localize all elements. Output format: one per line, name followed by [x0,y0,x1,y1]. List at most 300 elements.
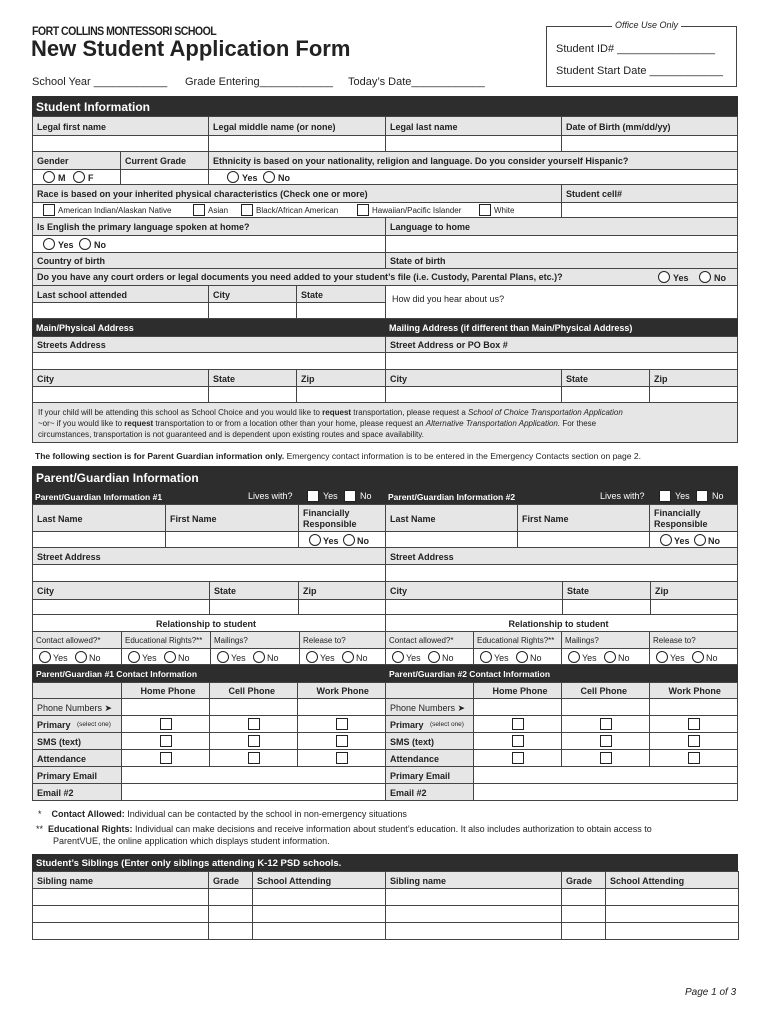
office-use-legend: Office Use Only [612,21,681,30]
state-birth-label-cell [385,252,738,269]
parent-p2-email2-label-cell [385,783,474,801]
parent-p2-zip-label: Zip [655,586,669,596]
sibling-left-school-input-1[interactable] [252,888,387,906]
sibling-right-school-label: School Attending [610,876,685,886]
main-city-label: City [37,374,55,384]
parent-p2-sms-home-checkbox[interactable] [512,735,524,747]
parent-p2-fin-no-radio[interactable] [694,534,706,546]
parent-p2-phone-head-3 [649,682,738,699]
parent-p1-relationship-cell[interactable] [32,614,386,632]
parent-p2-first-input[interactable] [517,531,650,548]
parent-p1-relationship-label: Relationship to student [156,619,256,629]
gender-f-label: F [88,173,94,183]
mail-zip-label: Zip [654,374,668,384]
hear-about-input[interactable] [385,285,738,319]
sibling-left-grade-input-1[interactable] [208,888,254,906]
last-school-city-label-cell [208,285,297,303]
parent-p1-primary-home-checkbox[interactable] [160,718,172,730]
parent-p1-sms-label-cell [32,732,122,750]
parent-p2-primary-email-label-cell [385,766,474,784]
mail-state-input[interactable] [561,386,650,403]
parent-p2-contact-no-radio[interactable] [428,651,440,663]
parent-p1-city-label: City [37,586,55,596]
parent-p1-attendance-home-checkbox[interactable] [160,752,172,764]
parent-p2-release-label-cell [649,631,738,649]
parent-p2-mail-options [561,648,650,665]
gender-f-radio[interactable] [73,171,85,183]
parent-p1-work-phone-label: Work Phone [316,686,369,696]
sibling-left-grade-label-cell [208,871,254,889]
parent-p2-contact-header [385,665,738,682]
parent-p1-fin-yes-label: Yes [323,536,339,546]
siblings-header [32,854,738,871]
parent-p2-fin-no-label: No [708,536,720,546]
fn2-star: ** [36,824,44,834]
parent-p1-release-no-radio[interactable] [342,651,354,663]
parent-p1-phones-work-cell[interactable] [297,698,386,716]
parent-p1-edu-yes-radio[interactable] [128,651,140,663]
fn2-text: Individual can make decisions and receive information about student’s education. It also includes authorization to obtain access to [132,824,652,834]
parent-p2-primary-work-checkbox[interactable] [688,718,700,730]
transport-note [32,402,738,443]
mail-city-label-cell [385,369,562,387]
parent-p2-first-label-cell [517,504,650,532]
hispanic-no-label: No [278,173,290,183]
dob-input[interactable] [561,135,738,152]
parent-p2-attendance-home-cell [473,749,562,767]
country-label: Country of birth [37,256,105,266]
parent-p1-email2-label-cell [32,783,122,801]
race-options-cell [32,202,562,218]
state-birth-label: State of birth [390,256,446,266]
gender-label: Gender [37,156,69,166]
dob-label: Date of Birth (mm/dd/yy) [566,122,671,132]
parent-p2-edu-label: Educational Rights?** [477,636,555,645]
parent-p1-mail-no-radio[interactable] [253,651,265,663]
parent-p1-sms-home-checkbox[interactable] [160,735,172,747]
parent-p1-last-label-cell [32,504,166,532]
streets-label-cell [32,336,386,353]
parent-p1-primary-work-checkbox[interactable] [336,718,348,730]
ethnicity-label: Ethnicity is based on your nationality, religion and language. Do you consider yourself Hispanic? [213,156,629,166]
race-black-label: Black/African American [256,206,339,215]
parent-p1-sms-cell-checkbox[interactable] [248,735,260,747]
parent-p2-release-no-label: No [706,653,718,663]
main-state-input[interactable] [208,386,297,403]
court-yes-label: Yes [673,273,689,283]
street-po-input[interactable] [385,352,738,370]
parent-p1-lives-no-label: No [360,491,372,501]
street-po-label: Street Address or PO Box # [390,340,508,350]
country-label-cell [32,252,386,269]
parent-p2-edu-yes-radio[interactable] [480,651,492,663]
race-asian-checkbox[interactable] [193,204,205,216]
parent-p2-contact-label: Contact allowed?* [389,636,454,645]
parent-p2-contact-title: Parent/Guardian #2 Contact Information [389,669,551,679]
parent-p1-fin-no-radio[interactable] [343,534,355,546]
parent-p2-contact-yes-label: Yes [406,653,421,663]
current-grade-input[interactable] [120,169,209,185]
parent-p1-last-label: Last Name [37,514,83,524]
parent-p1-primary-work-cell [297,715,386,733]
school-year-field[interactable]: School Year ____________ [32,76,168,88]
parent-p2-attendance-label: Attendance [390,754,440,764]
english-label: Is English the primary language spoken at home? [37,222,250,232]
parent-p2-fin-yes-label: Yes [674,536,690,546]
parent-p1-email2-input[interactable] [121,783,386,801]
parent-p2-release-options [649,648,738,665]
parent-p1-contact-title: Parent/Guardian #1 Contact Information [36,669,198,679]
race-native-checkbox[interactable] [43,204,55,216]
grade-entering-field[interactable]: Grade Entering____________ [185,76,334,88]
parent-p2-contact-label-cell [385,631,474,649]
parent-p1-edu-no-radio[interactable] [164,651,176,663]
office-use-box [546,26,737,87]
student-cell-label-cell [561,184,738,203]
parent-p1-release-yes-radio[interactable] [306,651,318,663]
parent-section-note [35,452,641,461]
parent-p2-last-label-cell [385,504,518,532]
sibling-left-grade-input-3[interactable] [208,922,254,940]
main-zip-input[interactable] [296,386,386,403]
parent-p1-zip-label-cell [298,581,386,600]
parent-p2-edu-no-label: No [530,653,542,663]
parent-p2-sms-work-checkbox[interactable] [688,735,700,747]
parent-p2-attendance-home-checkbox[interactable] [512,752,524,764]
court-yes-radio[interactable] [658,271,670,283]
mail-address-title: Mailing Address (if different than Main/Physical Address) [389,323,633,333]
hispanic-options-cell [208,169,738,185]
student-cell-input[interactable] [561,202,738,218]
parent-p2-edu-no-radio[interactable] [516,651,528,663]
sibling-left-name-input-2[interactable] [32,905,210,923]
parent-p1-mail-label-cell [210,631,300,649]
parent-p2-attendance-cell-cell [561,749,650,767]
school-name: FORT COLLINS MONTESSORI SCHOOL [32,24,217,38]
streets-input[interactable] [32,352,386,370]
parent-p2-lives-no-checkbox[interactable] [696,490,708,502]
parent-p1-primary-email-input[interactable] [121,766,386,784]
sibling-left-name-input-1[interactable] [32,888,210,906]
mail-zip-input[interactable] [649,386,738,403]
parent-p2-header [385,488,738,504]
parent-p2-phones-home-cell[interactable] [473,698,562,716]
parent-p1-primary-home-cell [121,715,210,733]
parent-p2-mail-label-cell [561,631,650,649]
parent-p2-zip-label-cell [650,581,738,600]
sibling-right-name-input-3[interactable] [385,922,563,940]
parent-p2-attendance-label-cell [385,749,474,767]
parent-p2-mail-no-radio[interactable] [604,651,616,663]
parent-info-title: Parent/Guardian Information [36,471,199,485]
race-white-checkbox[interactable] [479,204,491,216]
parent-p1-attendance-home-cell [121,749,210,767]
parent-p1-phone-head-3 [297,682,386,699]
parent-p1-sms-work-checkbox[interactable] [336,735,348,747]
parent-p1-zip-input[interactable] [298,599,386,615]
sibling-right-school-label-cell [605,871,739,889]
parent-p2-sms-cell-checkbox[interactable] [600,735,612,747]
parent-p1-edu-options [121,648,211,665]
parent-p2-phones-work-cell[interactable] [649,698,738,716]
mail-zip-label-cell [649,369,738,387]
parent-p2-work-phone-label: Work Phone [668,686,721,696]
lang-home-label: Language to home [390,222,471,232]
parent-p1-lives-yes-checkbox[interactable] [307,490,319,502]
mail-city-input[interactable] [385,386,562,403]
footnote-1 [38,810,407,819]
sibling-right-name-input-2[interactable] [385,905,563,923]
parent-p2-email2-label: Email #2 [390,788,427,798]
parent-p1-lives-with-label: Lives with? [248,491,293,501]
legal-middle-label: Legal middle name (or none) [213,122,336,132]
parent-p2-release-no-radio[interactable] [692,651,704,663]
english-options-cell [32,235,386,253]
parent-p2-lives-yes-checkbox[interactable] [659,490,671,502]
parent-p1-first-label-cell [165,504,299,532]
lang-home-input[interactable] [385,235,738,253]
race-native-label: American Indian/Alaskan Native [58,206,172,215]
last-school-label-cell [32,285,209,303]
legal-first-input[interactable] [32,135,209,152]
english-yes-label: Yes [58,240,74,250]
sibling-left-grade-input-2[interactable] [208,905,254,923]
parent-p1-city-input[interactable] [32,599,210,615]
parent-p1-phones-home-cell[interactable] [121,698,210,716]
parent-p1-title: Parent/Guardian Information #1 [35,492,163,502]
parent-p1-fin-yes-radio[interactable] [309,534,321,546]
parent-p1-release-yes-label: Yes [320,653,335,663]
parent-p2-street-label: Street Address [390,552,454,562]
main-address-header [32,319,386,336]
main-city-input[interactable] [32,386,209,403]
transport-text-1: If your child will be attending this school as School Choice and you would like to [38,408,323,417]
parent-p2-fin-yes-radio[interactable] [660,534,672,546]
parent-p1-state-label: State [214,586,237,596]
parent-p1-contact-no-label: No [89,653,101,663]
sibling-right-school-input-1[interactable] [605,888,739,906]
parent-p2-mail-yes-label: Yes [582,653,597,663]
english-no-label: No [94,240,106,250]
parent-p2-primary-label-cell [385,715,474,733]
parent-p1-first-input[interactable] [165,531,299,548]
parent-p2-primary-email-input[interactable] [473,766,738,784]
legal-last-input[interactable] [385,135,562,152]
court-no-radio[interactable] [699,271,711,283]
parent-p2-title: Parent/Guardian Information #2 [388,492,516,502]
parent-p1-edu-label-cell [121,631,211,649]
parent-p1-street-input[interactable] [32,564,386,582]
parent-p1-zip-label: Zip [303,586,317,596]
parent-p2-primary-email-label: Primary Email [390,771,451,781]
transport-app-2: Alternative Transportation Application. [425,419,561,428]
sibling-left-name-label-cell [32,871,210,889]
parent-p2-lives-with-label: Lives with? [600,491,645,501]
parent-p1-primary-email-label-cell [32,766,122,784]
parent-p1-lives-no-checkbox[interactable] [344,490,356,502]
parent-p1-attendance-label-cell [32,749,122,767]
parent-p1-state-input[interactable] [209,599,299,615]
current-grade-label: Current Grade [125,156,187,166]
parent-p2-city-label: City [390,586,408,596]
parent-p2-attendance-cell-checkbox[interactable] [600,752,612,764]
parent-p1-contact-yes-radio[interactable] [39,651,51,663]
main-state-label: State [213,374,236,384]
parent-p2-email2-input[interactable] [473,783,738,801]
student-cell-label: Student cell# [566,189,623,199]
gender-label-cell [32,151,121,170]
parent-p2-primary-work-cell [649,715,738,733]
parent-p1-mail-no-label: No [267,653,279,663]
race-hawaiian-checkbox[interactable] [357,204,369,216]
court-cell [32,268,738,286]
parent-p1-phones-label: Phone Numbers ➤ [37,703,113,713]
sibling-right-name-input-1[interactable] [385,888,563,906]
parent-p1-mail-yes-label: Yes [231,653,246,663]
parent-p1-release-label-cell [299,631,386,649]
mail-state-label: State [566,374,589,384]
todays-date-field[interactable]: Today’s Date____________ [348,76,485,88]
mail-state-label-cell [561,369,650,387]
parent-p1-last-input[interactable] [32,531,166,548]
main-zip-label: Zip [301,374,315,384]
sibling-right-grade-input-2[interactable] [561,905,607,923]
parent-p2-city-input[interactable] [385,599,563,615]
parent-p2-street-label-cell [385,547,738,565]
parent-p1-phones-cell-cell[interactable] [209,698,298,716]
parent-p2-edu-label-cell [473,631,562,649]
parent-p2-mail-no-label: No [618,653,630,663]
english-yes-radio[interactable] [43,238,55,250]
english-label-cell [32,217,386,236]
legal-middle-label-cell [208,116,386,136]
last-school-state-label-cell [296,285,386,303]
mail-city-label: City [390,374,408,384]
sibling-left-name-input-3[interactable] [32,922,210,940]
start-date-field[interactable]: Student Start Date ____________ [556,65,723,77]
parent-p2-relationship-cell[interactable] [385,614,738,632]
parent-p2-fin-label-cell [649,504,738,532]
parent-p2-sms-label: SMS (text) [390,737,435,747]
fn1-star: * [38,809,42,819]
sibling-right-school-input-3[interactable] [605,922,739,940]
sibling-right-grade-label-cell [561,871,607,889]
parent-p2-primary-home-checkbox[interactable] [512,718,524,730]
parent-note-rest: Emergency contact information is to be entered in the Emergency Contacts section on page 2. [284,451,641,461]
race-black-checkbox[interactable] [241,204,253,216]
parent-p1-sms-label: SMS (text) [37,737,82,747]
sibling-left-school-label: School Attending [257,876,332,886]
parent-p1-home-phone-label: Home Phone [140,686,196,696]
parent-p2-zip-input[interactable] [650,599,738,615]
last-school-city-input[interactable] [208,302,297,319]
parent-p2-contact-options [385,648,474,665]
parent-p1-attendance-cell-checkbox[interactable] [248,752,260,764]
sibling-left-school-input-3[interactable] [252,922,387,940]
english-no-radio[interactable] [79,238,91,250]
sibling-right-grade-input-3[interactable] [561,922,607,940]
parent-p2-primary-cell-checkbox[interactable] [600,718,612,730]
transport-text-4: transportation to or from a location other than your home, please request an [153,419,426,428]
race-hawaiian-label: Hawaiian/Pacific Islander [372,206,462,215]
streets-label: Streets Address [37,340,106,350]
sibling-right-name-label: Sibling name [390,876,447,886]
last-school-state-input[interactable] [296,302,386,319]
parent-p2-contact-no-label: No [442,653,454,663]
parent-p2-state-input[interactable] [562,599,651,615]
gender-m-radio[interactable] [43,171,55,183]
parent-p2-city-label-cell [385,581,563,600]
parent-p1-header [32,488,386,504]
mail-address-header [385,319,738,336]
sibling-right-grade-input-1[interactable] [561,888,607,906]
parent-p1-phone-head-0 [32,682,122,699]
hispanic-yes-radio[interactable] [227,171,239,183]
parent-p2-street-input[interactable] [385,564,738,582]
parent-p1-email2-label: Email #2 [37,788,74,798]
parent-p2-release-yes-radio[interactable] [656,651,668,663]
parent-p2-phones-cell-cell[interactable] [561,698,650,716]
hispanic-yes-label: Yes [242,173,258,183]
parent-p1-lives-yes-label: Yes [323,491,338,501]
parent-p2-cell-phone-label: Cell Phone [580,686,628,696]
parent-p2-mail-yes-radio[interactable] [568,651,580,663]
parent-info-header [32,466,738,488]
parent-p2-sms-home-cell [473,732,562,750]
parent-p2-sms-work-cell [649,732,738,750]
parent-p2-fin-label-1: Financially [654,508,701,518]
parent-p1-contact-no-radio[interactable] [75,651,87,663]
form-title: New Student Application Form [31,36,351,61]
parent-p2-contact-yes-radio[interactable] [392,651,404,663]
parent-note-bold: The following section is for Parent Guardian information only. [35,451,285,461]
main-address-title: Main/Physical Address [36,323,134,333]
transport-request-2: request [124,419,154,428]
sibling-right-grade-label: Grade [566,876,593,886]
sibling-left-school-label-cell [252,871,387,889]
parent-p2-sms-cell-cell [561,732,650,750]
parent-p1-contact-label-cell [32,631,122,649]
parent-p1-primary-label-cell [32,715,122,733]
current-grade-label-cell [120,151,209,170]
gender-m-label: M [58,173,66,183]
parent-p1-select-one-label: (select one) [77,721,111,728]
parent-p1-attendance-work-checkbox[interactable] [336,752,348,764]
parent-p1-phone-head-2 [209,682,298,699]
parent-p1-sms-home-cell [121,732,210,750]
parent-p1-mail-label: Mailings? [214,636,248,645]
parent-p1-primary-cell-checkbox[interactable] [248,718,260,730]
sibling-left-school-input-2[interactable] [252,905,387,923]
legal-middle-input[interactable] [208,135,386,152]
parent-p2-last-input[interactable] [385,531,518,548]
parent-p1-edu-yes-label: Yes [142,653,157,663]
main-city-label-cell [32,369,209,387]
parent-p2-attendance-work-checkbox[interactable] [688,752,700,764]
sibling-right-school-input-2[interactable] [605,905,739,923]
parent-p1-phone-head-1 [121,682,210,699]
hispanic-no-radio[interactable] [263,171,275,183]
parent-p1-release-no-label: No [356,653,368,663]
last-school-input[interactable] [32,302,209,319]
sibling-left-grade-label: Grade [213,876,240,886]
parent-p1-mail-yes-radio[interactable] [217,651,229,663]
student-id-field[interactable]: Student ID# ________________ [556,43,716,55]
gender-options-cell [32,169,121,185]
parent-p2-primary-cell-cell [561,715,650,733]
parent-p2-release-label: Release to? [653,636,696,645]
transport-text-5: For these [560,419,597,428]
